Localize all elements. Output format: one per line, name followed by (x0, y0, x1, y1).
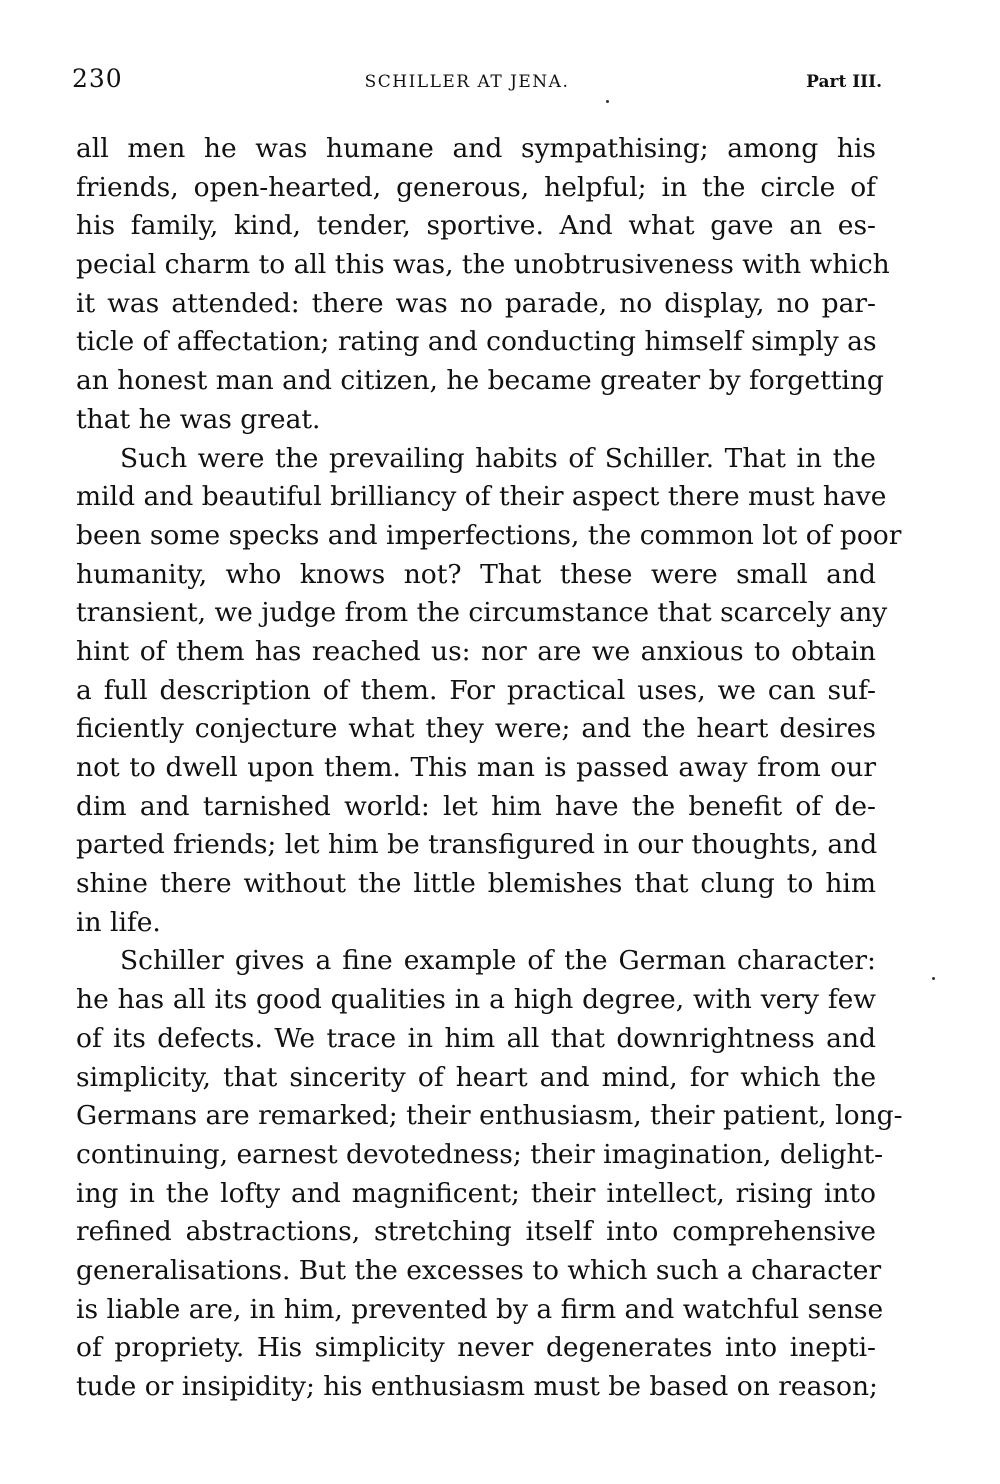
part-label: Part III. (806, 72, 882, 92)
body-text (76, 130, 903, 1407)
text-line: an honest man and citizen, he became greater by forgetting (76, 365, 884, 397)
running-title: SCHILLER AT JENA. (364, 72, 570, 92)
text-line: Such were the prevailing habits of Schiller. That in the (120, 442, 876, 474)
text-line: parted friends; let him be transfigured in our thoughts, and (76, 829, 878, 861)
text-line: ticle of affectation; rating and conducting himself simply as (76, 326, 877, 358)
text-line: dim and tarnished world: let him have the benefit of de- (76, 790, 876, 822)
text-line: pecial charm to all this was, the unobtrusiveness with which (76, 249, 890, 281)
text-line: simplicity, that sincerity of heart and mind, for which the (76, 1061, 876, 1093)
text-line: mild and beautiful brilliancy of their aspect there must have (76, 481, 887, 513)
paragraph (76, 942, 903, 1406)
text-line: Schiller gives a fine example of the German character: (120, 945, 876, 977)
text-line: his family, kind, tender, sportive. And what gave an es- (76, 210, 876, 242)
text-line: hint of them has reached us: nor are we anxious to obtain (76, 635, 876, 667)
page-number: 230 (72, 64, 123, 93)
text-line: shine there without the little blemishes that clung to him (76, 868, 876, 900)
text-line: transient, we judge from the circumstance that scarcely any (76, 597, 888, 629)
text-line: of propriety. His simplicity never degenerates into inepti- (76, 1332, 876, 1364)
text-line: friends, open-hearted, generous, helpful; in the circle of (76, 171, 876, 203)
print-speck (932, 977, 935, 980)
text-line: he has all its good qualities in a high degree, with very few (76, 984, 876, 1016)
paragraph (76, 440, 902, 943)
page-header (72, 64, 882, 104)
text-line: ficiently conjecture what they were; and the heart desires (76, 713, 876, 745)
text-line: Germans are remarked; their enthusiasm, their patient, long- (76, 1100, 903, 1132)
text-line: it was attended: there was no parade, no display, no par- (76, 287, 876, 319)
text-line: not to dwell upon them. This man is passed away from our (76, 752, 876, 783)
text-line: generalisations. But the excesses to which such a character (76, 1254, 882, 1286)
text-line: refined abstractions, stretching itself into comprehensive (76, 1216, 876, 1248)
text-line: a full description of them. For practical uses, we can suf- (76, 674, 876, 706)
text-line: in life. (76, 906, 161, 938)
text-line: tude or insipidity; his enthusiasm must be based on reason; (76, 1371, 878, 1402)
text-line: of its defects. We trace in him all that downrightness and (76, 1022, 876, 1054)
print-speck (606, 100, 609, 103)
text-line: that he was great. (76, 403, 321, 435)
text-line: ing in the lofty and magnificent; their intellect, rising into (76, 1177, 876, 1209)
text-line: humanity, who knows not? That these were small and (76, 558, 876, 590)
text-line: been some specks and imperfections, the common lot of poor (76, 519, 902, 551)
text-line: continuing, earnest devotedness; their imagination, delight- (76, 1138, 884, 1170)
text-line: all men he was humane and sympathising; among his (76, 133, 876, 164)
paragraph (76, 130, 890, 440)
text-line: is liable are, in him, prevented by a firm and watchful sense (76, 1293, 884, 1325)
